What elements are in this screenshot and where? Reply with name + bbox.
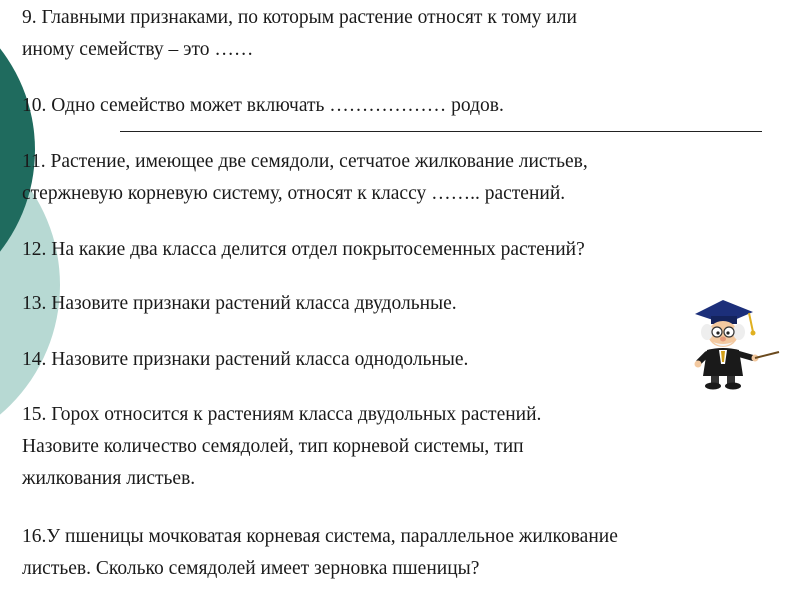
question-16-line-1: 16.У пшеницы мочковатая корневая система, параллельное жилкование (22, 526, 618, 547)
question-10-line-1: 10. Одно семейство может включать ……………… родов. (22, 95, 504, 116)
question-14-line-1: 14. Назовите признаки растений класса однодольные. (22, 349, 469, 370)
question-16 (22, 521, 782, 585)
divider-line (120, 131, 762, 132)
question-14 (22, 344, 782, 376)
question-11-line-1: 11. Растение, имеющее две семядоли, сетчатое жилкование листьев, (22, 151, 588, 172)
question-9 (22, 2, 782, 66)
question-16-line-2: листьев. Сколько семядолей имеет зерновка пшеницы? (22, 558, 480, 579)
question-10 (22, 90, 782, 122)
question-9-line-1: 9. Главными признаками, по которым растение относят к тому или (22, 7, 577, 28)
question-9-line-2: иному семейству – это …… (22, 39, 254, 60)
question-11 (22, 146, 782, 210)
question-15-line-2: Назовите количество семядолей, тип корневой системы, тип (22, 436, 524, 457)
professor-mascot-icon (683, 292, 783, 392)
question-15-line-1: 15. Горох относится к растениям класса двудольных растений. (22, 404, 542, 425)
question-15 (22, 399, 782, 495)
question-13 (22, 288, 782, 320)
question-12-line-1: 12. На какие два класса делится отдел покрытосеменных растений? (22, 239, 585, 260)
question-12 (22, 234, 782, 266)
question-15-line-3: жилкования листьев. (22, 468, 196, 489)
question-11-line-2: стержневую корневую систему, относят к классу …….. растений. (22, 183, 566, 204)
question-13-line-1: 13. Назовите признаки растений класса двудольные. (22, 293, 457, 314)
